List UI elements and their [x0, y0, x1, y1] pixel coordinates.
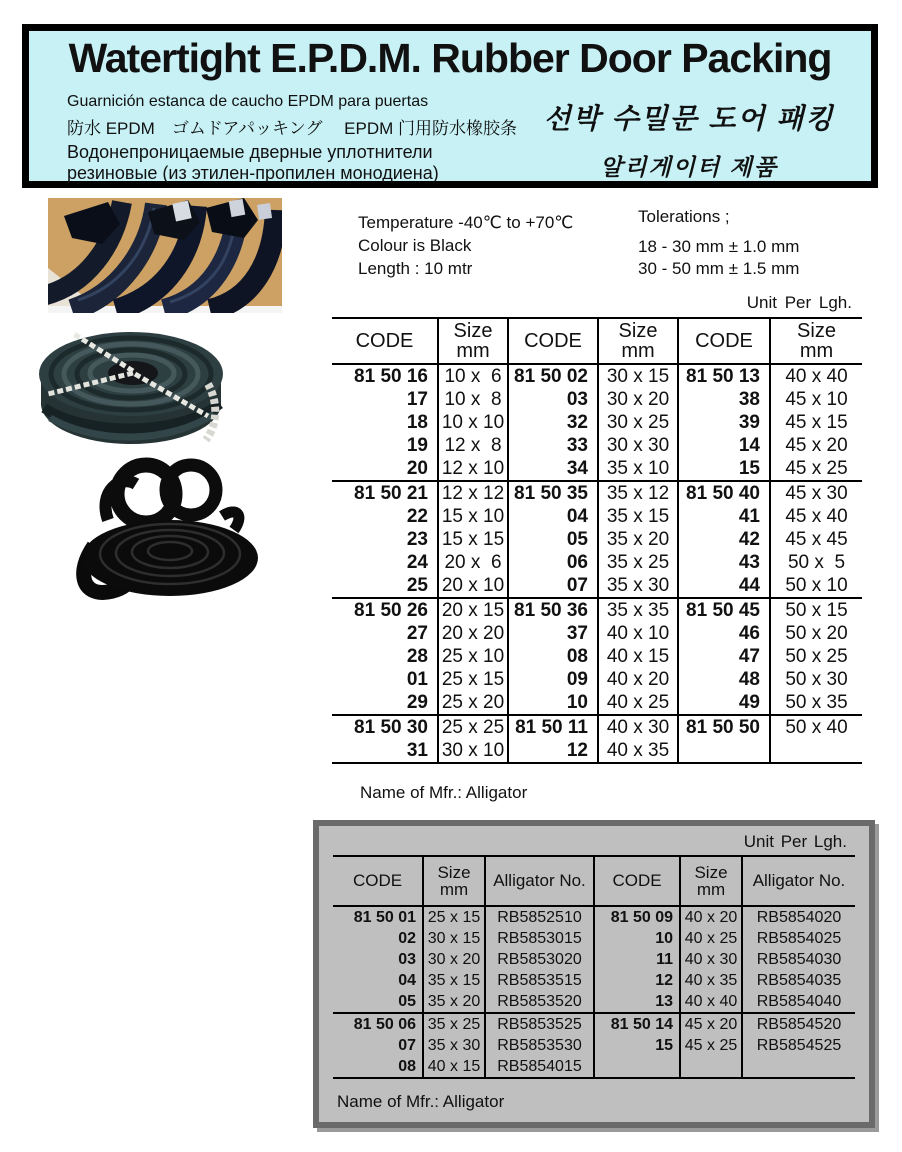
size-header-line2: mm: [696, 880, 726, 899]
code-cell: 07: [508, 574, 598, 598]
size-cell: 10 x 10: [438, 411, 508, 434]
code-size-row: [332, 364, 862, 388]
ref-cell: RB5853020: [485, 949, 594, 970]
code-cell: 19: [406, 434, 428, 456]
manufacturer-note: Name of Mfr.: Alligator: [337, 1092, 505, 1111]
size-cell: 50 x 25: [770, 645, 862, 668]
tied-rubber-coil-photo: [36, 324, 231, 448]
code-size-row: [332, 645, 862, 668]
tolerations-block: [638, 207, 799, 280]
size-column-header: [598, 318, 678, 364]
code-cell: 15: [594, 1035, 680, 1056]
size-cell: 40 x 40: [770, 364, 862, 388]
size-cell: 50 x 20: [770, 622, 862, 645]
size-cell: 40 x 15: [423, 1056, 485, 1078]
ref-cell: RB5854030: [742, 949, 855, 970]
size-cell: 35 x 20: [423, 991, 485, 1013]
code-size-row: [332, 574, 862, 598]
size-cell: 10 x 8: [438, 388, 508, 411]
subtitle-japanese-chinese: 防水 EPDM ゴムドアパッキング EPDM 门用防水橡胶条: [67, 119, 518, 138]
code-cell: 33: [508, 434, 598, 457]
subtitle-korean-line1: 선박 수밀문 도어 패킹: [543, 103, 835, 134]
code-column-header: CODE: [594, 856, 680, 906]
alligator-panel: [313, 820, 875, 1128]
code-column-header: CODE: [355, 329, 414, 352]
spec-length: Length : 10 mtr: [358, 259, 473, 278]
code-cell: 81 50 14: [594, 1013, 680, 1035]
code-cell: 12: [508, 739, 598, 763]
rubber-profiles-stack-photo: [48, 198, 282, 313]
size-cell: 40 x 10: [598, 622, 678, 645]
ref-cell: RB5854015: [485, 1056, 594, 1078]
spec-colour: Colour is Black: [358, 236, 472, 255]
code-cell: 81 50 40: [678, 481, 770, 505]
code-cell: 48: [678, 668, 770, 691]
code-cell: 41: [678, 505, 770, 528]
code-size-row: [332, 505, 862, 528]
size-cell: 50 x 35: [770, 691, 862, 715]
size-cell: 12 x 12: [438, 481, 508, 505]
size-header-line1: Size: [437, 863, 471, 882]
code-size-row-group: [332, 598, 862, 715]
code-cell: 81 50 36: [508, 598, 598, 622]
subtitle-russian-line2: резиновые (из этилен-пропилен монодиена): [67, 163, 439, 183]
ref-cell: RB5853520: [485, 991, 594, 1013]
size-cell: 35 x 30: [598, 574, 678, 598]
code-cell: 81 50 11: [508, 715, 598, 739]
alligator-row: [333, 906, 855, 928]
code-size-row: [332, 739, 862, 763]
alligator-row: [333, 1056, 855, 1078]
code-cell: 23: [406, 528, 428, 550]
alligator-no-column-header: Alligator No.: [485, 856, 594, 906]
size-cell: 20 x 20: [438, 622, 508, 645]
ref-cell: RB5853015: [485, 928, 594, 949]
size-header-line2: mm: [456, 340, 490, 362]
code-cell: 46: [678, 622, 770, 645]
code-cell: 20: [406, 457, 428, 479]
size-cell: 40 x 35: [680, 970, 742, 991]
code-cell: 81 50 30: [354, 716, 428, 738]
code-cell: 22: [406, 505, 428, 527]
alligator-row: [333, 928, 855, 949]
code-cell: 14: [678, 434, 770, 457]
size-cell: 40 x 20: [598, 668, 678, 691]
size-cell: 40 x 20: [680, 906, 742, 928]
subtitle-right-column: [517, 91, 861, 184]
product-specs: [358, 211, 573, 280]
size-cell: 50 x 5: [770, 551, 862, 574]
code-cell: 05: [508, 528, 598, 551]
size-cell: 50 x 10: [770, 574, 862, 598]
page-title: Watertight E.P.D.M. Rubber Door Packing: [68, 35, 832, 81]
size-cell: 45 x 40: [770, 505, 862, 528]
size-cell: 25 x 15: [438, 668, 508, 691]
manufacturer-note: Name of Mfr.: Alligator: [360, 783, 528, 802]
code-cell: 24: [406, 551, 428, 573]
ref-cell: [742, 1056, 855, 1078]
ref-cell: RB5852510: [485, 906, 594, 928]
size-cell: 20 x 15: [438, 598, 508, 622]
size-cell: [770, 739, 862, 763]
code-cell: 09: [508, 668, 598, 691]
code-size-row: [332, 481, 862, 505]
alligator-row: [333, 1013, 855, 1035]
size-cell: 30 x 30: [598, 434, 678, 457]
size-column-header: [423, 856, 485, 906]
code-cell: 44: [678, 574, 770, 598]
code-cell: 01: [406, 668, 428, 690]
size-cell: 40 x 25: [680, 928, 742, 949]
subtitle-russian-line1: Водонепроницаемые дверные уплотнители: [67, 142, 433, 162]
size-column-header: [680, 856, 742, 906]
size-cell: 45 x 45: [770, 528, 862, 551]
black-rubber-coil-photo: [72, 450, 262, 602]
size-cell: 30 x 20: [423, 949, 485, 970]
code-cell: 81 50 01: [353, 908, 416, 926]
size-cell: 40 x 35: [598, 739, 678, 763]
code-column-header: CODE: [508, 318, 598, 364]
size-cell: 35 x 15: [598, 505, 678, 528]
ref-cell: RB5853525: [485, 1013, 594, 1035]
code-cell: 31: [406, 739, 428, 761]
code-cell: 81 50 45: [678, 598, 770, 622]
size-cell: 35 x 35: [598, 598, 678, 622]
alligator-row-group: [333, 1013, 855, 1078]
code-cell: 42: [678, 528, 770, 551]
code-cell: 34: [508, 457, 598, 481]
code-cell: 04: [398, 971, 416, 989]
code-cell: 28: [406, 645, 428, 667]
code-column-header: CODE: [352, 871, 403, 890]
code-column-header: CODE: [678, 318, 770, 364]
code-cell: 81 50 13: [678, 364, 770, 388]
code-cell: 43: [678, 551, 770, 574]
size-cell: 10 x 6: [438, 364, 508, 388]
size-cell: 50 x 30: [770, 668, 862, 691]
code-size-row-group: [332, 364, 862, 481]
size-cell: 25 x 10: [438, 645, 508, 668]
code-cell: 32: [508, 411, 598, 434]
size-cell: 45 x 20: [680, 1013, 742, 1035]
code-size-row-group: [332, 481, 862, 598]
size-cell: 45 x 20: [770, 434, 862, 457]
size-cell: [680, 1056, 742, 1078]
subtitle-korean-line2: 알리게이터 제품: [600, 154, 778, 180]
size-cell: 15 x 10: [438, 505, 508, 528]
subtitle-left-column: [45, 91, 517, 184]
size-cell: 12 x 10: [438, 457, 508, 481]
code-size-table-header: [332, 318, 862, 364]
unit-per-length-label: Unit Per Lgh.: [746, 293, 852, 312]
ref-cell: RB5854035: [742, 970, 855, 991]
size-cell: 35 x 15: [423, 970, 485, 991]
code-cell: 25: [406, 574, 428, 596]
code-cell: 81 50 09: [594, 906, 680, 928]
code-size-row: [332, 457, 862, 481]
size-cell: 50 x 15: [770, 598, 862, 622]
size-cell: 40 x 30: [598, 715, 678, 739]
ref-cell: RB5854020: [742, 906, 855, 928]
code-cell: 18: [406, 411, 428, 433]
size-cell: 35 x 10: [598, 457, 678, 481]
size-cell: 40 x 15: [598, 645, 678, 668]
code-cell: 17: [406, 388, 428, 410]
size-cell: 45 x 25: [770, 457, 862, 481]
size-cell: 40 x 30: [680, 949, 742, 970]
size-cell: 45 x 15: [770, 411, 862, 434]
size-cell: 30 x 10: [438, 739, 508, 763]
alligator-table-header: [333, 856, 855, 906]
size-cell: 25 x 20: [438, 691, 508, 715]
size-column-header: [438, 318, 508, 364]
size-header-line1: Size: [797, 320, 836, 342]
size-cell: 30 x 25: [598, 411, 678, 434]
alligator-row: [333, 1035, 855, 1056]
code-size-table: [332, 317, 862, 764]
header-banner: [22, 24, 878, 188]
tolerations-title: Tolerations ;: [638, 207, 730, 226]
ref-cell: RB5853515: [485, 970, 594, 991]
code-size-row: [332, 715, 862, 739]
size-header-line2: mm: [799, 340, 834, 362]
unit-per-length-label: Unit Per Lgh.: [743, 832, 847, 851]
size-header-line2: mm: [621, 340, 655, 362]
size-column-header: [770, 318, 862, 364]
code-cell: 81 50 26: [354, 599, 428, 621]
code-size-row: [332, 411, 862, 434]
code-cell: 07: [398, 1036, 416, 1054]
size-cell: 45 x 30: [770, 481, 862, 505]
spec-temperature: Temperature -40℃ to +70℃: [358, 213, 574, 232]
size-cell: 30 x 15: [423, 928, 485, 949]
code-cell: 05: [398, 992, 416, 1010]
code-size-row: [332, 598, 862, 622]
code-cell: 39: [678, 411, 770, 434]
size-cell: 40 x 25: [598, 691, 678, 715]
size-header-line1: Size: [694, 863, 728, 882]
size-cell: 35 x 12: [598, 481, 678, 505]
code-cell: 11: [594, 949, 680, 970]
ref-cell: RB5854025: [742, 928, 855, 949]
size-cell: 45 x 10: [770, 388, 862, 411]
code-cell: [594, 1056, 680, 1078]
code-size-row-group: [332, 715, 862, 763]
size-cell: 40 x 40: [680, 991, 742, 1013]
code-cell: 81 50 21: [354, 482, 428, 504]
code-cell: 47: [678, 645, 770, 668]
size-cell: 35 x 25: [423, 1013, 485, 1035]
size-cell: 30 x 15: [598, 364, 678, 388]
alligator-row: [333, 970, 855, 991]
code-size-row: [332, 551, 862, 574]
code-cell: 12: [594, 970, 680, 991]
code-cell: 81 50 35: [508, 481, 598, 505]
code-cell: 37: [508, 622, 598, 645]
size-cell: 15 x 15: [438, 528, 508, 551]
size-cell: 12 x 8: [438, 434, 508, 457]
code-cell: 81 50 50: [678, 715, 770, 739]
code-size-row: [332, 434, 862, 457]
alligator-row-group: [333, 906, 855, 1013]
ref-cell: RB5854520: [742, 1013, 855, 1035]
code-cell: 08: [508, 645, 598, 668]
size-cell: 35 x 20: [598, 528, 678, 551]
code-cell: 15: [678, 457, 770, 481]
code-cell: [678, 739, 770, 763]
size-cell: 45 x 25: [680, 1035, 742, 1056]
size-header-line1: Size: [453, 320, 493, 342]
code-cell: 13: [594, 991, 680, 1013]
code-cell: 10: [594, 928, 680, 949]
alligator-row: [333, 991, 855, 1013]
code-cell: 81 50 16: [354, 365, 428, 387]
code-cell: 81 50 02: [508, 364, 598, 388]
code-size-row: [332, 622, 862, 645]
size-cell: 25 x 25: [438, 715, 508, 739]
code-cell: 49: [678, 691, 770, 715]
size-cell: 20 x 10: [438, 574, 508, 598]
size-header-line2: mm: [439, 880, 469, 899]
size-header-line1: Size: [618, 320, 658, 342]
toleration-range-1: 18 - 30 mm ± 1.0 mm: [638, 237, 800, 256]
alligator-no-column-header: Alligator No.: [742, 856, 855, 906]
code-cell: 04: [508, 505, 598, 528]
code-cell: 03: [508, 388, 598, 411]
toleration-range-2: 30 - 50 mm ± 1.5 mm: [638, 259, 800, 278]
alligator-row: [333, 949, 855, 970]
subtitle-spanish: Guarnición estanca de caucho EPDM para puertas: [67, 93, 429, 110]
code-cell: 38: [678, 388, 770, 411]
code-cell: 06: [508, 551, 598, 574]
code-size-row: [332, 388, 862, 411]
size-cell: 25 x 15: [423, 906, 485, 928]
alligator-number-table: [333, 855, 855, 1079]
code-cell: 08: [398, 1057, 416, 1075]
ref-cell: RB5853530: [485, 1035, 594, 1056]
code-size-row: [332, 691, 862, 715]
code-cell: 81 50 06: [353, 1015, 416, 1033]
ref-cell: RB5854040: [742, 991, 855, 1013]
ref-cell: RB5854525: [742, 1035, 855, 1056]
code-cell: 03: [398, 950, 416, 968]
code-size-row: [332, 528, 862, 551]
code-cell: 27: [406, 622, 428, 644]
size-cell: 20 x 6: [438, 551, 508, 574]
code-cell: 29: [406, 691, 428, 713]
size-cell: 35 x 30: [423, 1035, 485, 1056]
size-cell: 30 x 20: [598, 388, 678, 411]
size-cell: 50 x 40: [770, 715, 862, 739]
code-size-row: [332, 668, 862, 691]
size-cell: 35 x 25: [598, 551, 678, 574]
code-cell: 02: [398, 929, 416, 947]
code-cell: 10: [508, 691, 598, 715]
header-subtitles: [45, 91, 861, 184]
